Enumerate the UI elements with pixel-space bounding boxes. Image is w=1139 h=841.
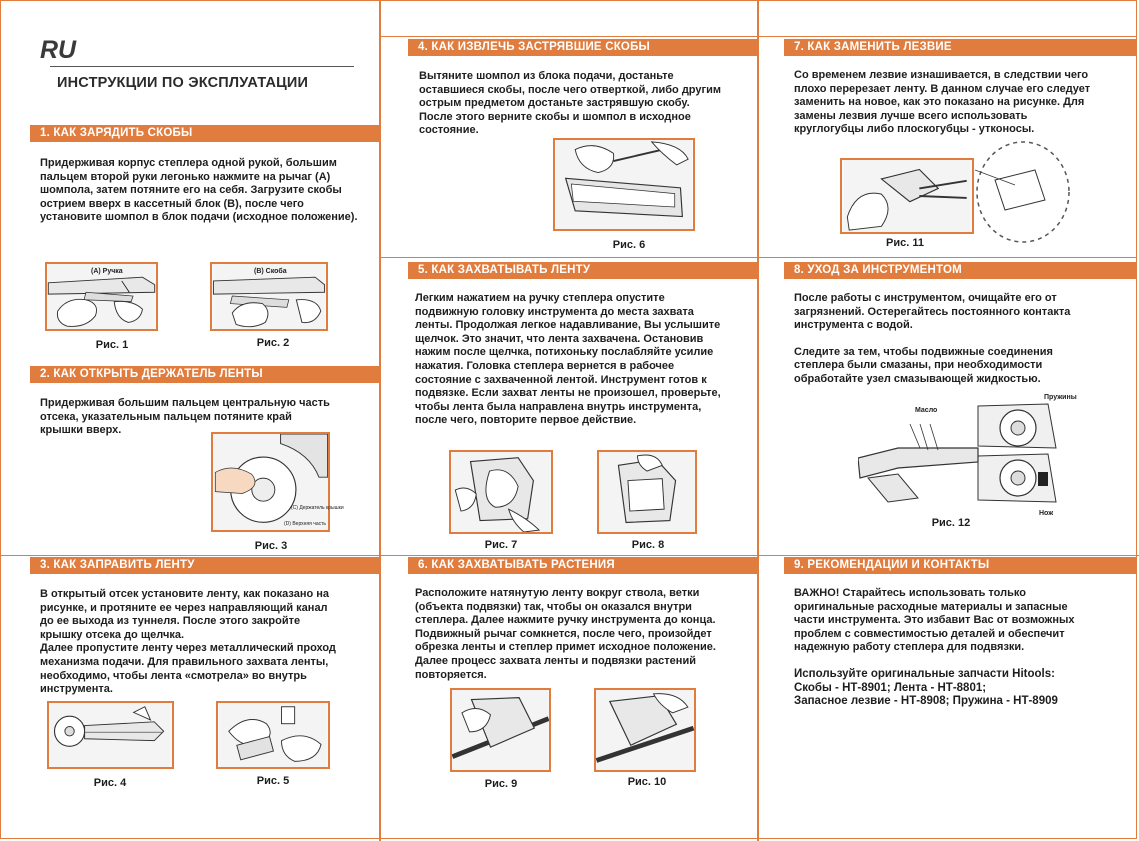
figure-3-caption: Рис. 3: [254, 540, 288, 552]
language-code: RU: [40, 36, 77, 64]
column-divider-left: [379, 0, 381, 841]
section-4-text: Вытяните шомпол из блока подачи, достаньте оставшиеся скобы, после чего отверткой, либо другим острым предметом достаньте застрявшую скобу. После этого верните скобы и шомпол в исходное состояние.: [419, 70, 721, 137]
section-8-header: 8. УХОД ЗА ИНСТРУМЕНТОМ: [784, 262, 1137, 279]
figure-5: [216, 701, 330, 769]
top-rule: [380, 36, 1137, 37]
section-3-paragraph-2: Далее пропустите ленту через металлический проход механизма подачи. Для правильного захвата ленты, необходимо, чтобы лента «смотрела» во внутрь инструмента.: [40, 642, 336, 696]
figure-1-label: (А) Ручка: [91, 268, 123, 275]
figure-11-zoom: [975, 140, 1071, 244]
figure-1-caption: Рис. 1: [95, 339, 129, 351]
figure-3-label-c: (С) Держатель крышки: [291, 505, 344, 511]
figure-8-caption: Рис. 8: [631, 539, 665, 551]
section-1-header: 1. КАК ЗАРЯДИТЬ СКОБЫ: [30, 125, 379, 142]
figure-12-label-oil: Масло: [915, 407, 938, 414]
figure-2-caption: Рис. 2: [256, 337, 290, 349]
figure-7-caption: Рис. 7: [484, 539, 518, 551]
figure-12-caption: Рис. 12: [931, 517, 971, 529]
section-7-text: Со временем лезвие изнашивается, в следствии чего плохо перерезает ленту. В данном случае его следует заменить на новое, как это показано на рисунке. Для замены лезвия лучше всего использовать круглогубцы либо плоскогубцы - утконосы.: [794, 69, 1091, 136]
section-2-text: Придерживая большим пальцем центральную часть отсека, указательным пальцем потяните край крышки вверх.: [40, 397, 330, 437]
section-9-parts-line-1: Скобы - НТ-8901; Лента - НТ-8801;: [794, 681, 987, 694]
section-3-text: [40, 588, 340, 697]
row-divider-middle: [380, 257, 1137, 258]
figure-12: [858, 398, 1063, 510]
figure-11: [840, 158, 974, 234]
figure-5-caption: Рис. 5: [256, 775, 290, 787]
figure-11-caption: Рис. 11: [886, 237, 924, 249]
figure-8: [597, 450, 697, 534]
figure-4-caption: Рис. 4: [93, 777, 127, 789]
section-8-paragraph-1: После работы с инструментом, очищайте его от загрязнений. Остерегайтесь постоянного контакта инструмента с водой.: [794, 292, 1071, 332]
section-6-text: Расположите натянутую ленту вокруг ствола, ветки (объекта подвязки) так, чтобы он оказался внутри степлера. Далее нажмите ручку инструмента до конца. Подвижный рычаг сомкнется, после чего, произойдет обрезка ленты и степлер примет исходное положение. Далее процесс захвата ленты и подвязки растений повторяется.: [415, 587, 716, 681]
figure-2-label: (В) Скоба: [254, 268, 287, 275]
figure-12-label-springs: Пружины: [1044, 394, 1077, 401]
section-9-paragraph-1: ВАЖНО! Старайтесь использовать только оригинальные расходные материалы и запасные части инструмента. Это избавит Вас от возможных проблем с совместимостью деталей и обеспечит надежную работу степлера для подвязки.: [794, 587, 1075, 654]
section-5-header: 5. КАК ЗАХВАТЫВАТЬ ЛЕНТУ: [408, 262, 757, 279]
page-title: ИНСТРУКЦИИ ПО ЭКСПЛУАТАЦИИ: [57, 75, 309, 91]
section-1-text: Придерживая корпус степлера одной рукой, большим пальцем второй руки легонько нажмите на рычаг (А) шомпола, затем потяните его на себя. Загрузите скобы острием вверх в кассетный блок (B), после чего установите шомпол в блок подачи (исходное положение).: [40, 157, 358, 224]
section-7-header: 7. КАК ЗАМЕНИТЬ ЛЕЗВИЕ: [784, 39, 1137, 56]
section-9-text: [794, 587, 1094, 709]
figure-10-caption: Рис. 10: [627, 776, 667, 788]
figure-9: [450, 688, 551, 772]
section-6-header: 6. КАК ЗАХВАТЫВАТЬ РАСТЕНИЯ: [408, 557, 757, 574]
figure-6-caption: Рис. 6: [612, 239, 646, 251]
column-divider-right: [757, 0, 759, 841]
section-8-paragraph-2: Следите за тем, чтобы подвижные соединения степлера были смазаны, при необходимости обработайте узел смазывающей жидкостью.: [794, 345, 1053, 385]
row-divider-bottom: [0, 555, 1139, 556]
section-3-header: 3. КАК ЗАПРАВИТЬ ЛЕНТУ: [30, 557, 379, 574]
section-9-header: 9. РЕКОМЕНДАЦИИ И КОНТАКТЫ: [784, 557, 1137, 574]
title-rule: [50, 66, 354, 67]
section-9-parts-intro: Используйте оригинальные запчасти Hitools:: [794, 667, 1055, 680]
figure-9-caption: Рис. 9: [484, 778, 518, 790]
figure-4: [47, 701, 174, 769]
figure-7: [449, 450, 553, 534]
section-3-paragraph-1: В открытый отсек установите ленту, как показано на рисунке, и протяните ее через направляющий канал до ее выхода из туннеля. После этого закройте крышку отсека до щелчка.: [40, 588, 330, 641]
section-5-text: Легким нажатием на ручку степлера опустите подвижную головку инструмента до места захвата ленты. Продолжая легкое надавливание, Вы услышите щелчок. Это значит, что лента захвачена. Остановив нажим после щелчка, потихоньку послабляйте усилие нажатия. Головка степлера вернется в рабочее состояние с захваченной лентой. Инструмент готов к подвязке. Если захват ленты не произошел, проверьте, чтобы лента была направлена внутрь инструмента, после чего, повторите первое действие.: [415, 292, 721, 427]
figure-6: [553, 138, 695, 231]
section-8-text: [794, 292, 1084, 387]
figure-12-label-knife: Нож: [1039, 510, 1054, 517]
figure-3-label-d: (D) Верхняя часть: [284, 521, 327, 527]
section-2-header: 2. КАК ОТКРЫТЬ ДЕРЖАТЕЛЬ ЛЕНТЫ: [30, 366, 379, 383]
section-9-parts-line-2: Запасное лезвие - НТ-8908; Пружина - НТ-8909: [794, 695, 1058, 708]
figure-3: [211, 432, 330, 532]
section-4-header: 4. КАК ИЗВЛЕЧЬ ЗАСТРЯВШИЕ СКОБЫ: [408, 39, 757, 56]
figure-10: [594, 688, 696, 772]
